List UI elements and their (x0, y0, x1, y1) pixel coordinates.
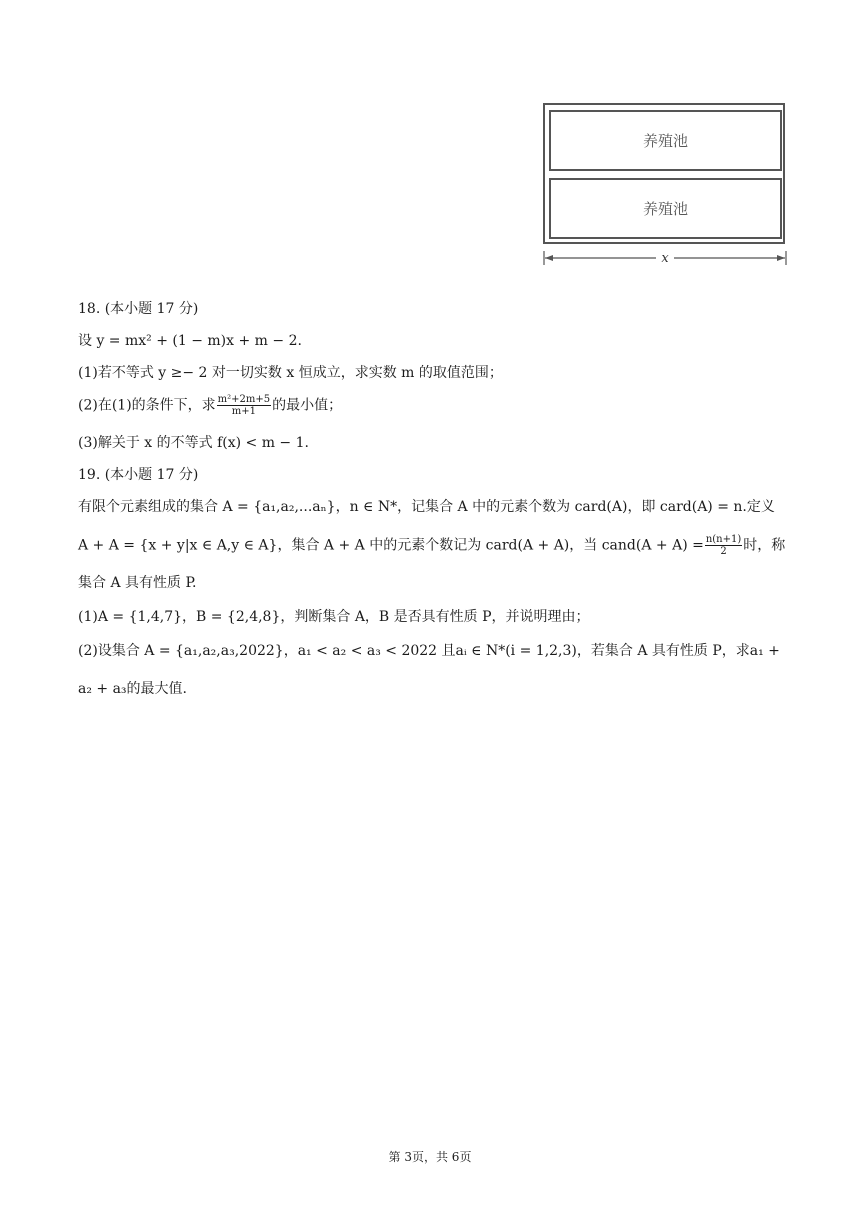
q18-frac-num: m²+2m+5 (217, 394, 271, 405)
q18-line1: 设 y = mx² + (1 − m)x + m − 2. (78, 333, 302, 349)
q18-line3-prefix: (2)在(1)的条件下，求 (78, 397, 216, 414)
q19-line5: (2)设集合 A = {a₁,a₂,a₃,2022}，a₁ < a₂ < a₃ < 2022 且aᵢ ∈ N*(i = 1,2,3)，若集合 A 具有性质 P，求a₁ + (78, 643, 780, 659)
q19-line2-prefix: A + A = {x + y|x ∈ A,y ∈ A}，集合 A + A 中的元素个数记为 card(A + A)，当 cand(A + A) = (78, 537, 704, 554)
q19-line4: (1)A = {1,4,7}，B = {2,4,8}，判断集合 A，B 是否具有性质 P，并说明理由； (78, 609, 590, 625)
q19-line2 (78, 534, 788, 572)
q18-frac-den: m+1 (231, 406, 257, 417)
q19-fraction (705, 534, 742, 557)
pond-diagram (540, 100, 790, 270)
q18-line3 (78, 394, 788, 432)
q18-line4: (3)解关于 x 的不等式 f(x) < m − 1. (78, 435, 309, 451)
pond-box-1 (549, 110, 782, 171)
q18-line3-suffix: 的最小值； (272, 397, 343, 414)
question-content (78, 298, 788, 710)
q18-title: 18. (本小题 17 分) (78, 301, 199, 317)
q19-line1: 有限个元素组成的集合 A = {a₁,a₂,...aₙ}，n ∈ N*，记集合 A 中的元素个数为 card(A)，即 card(A) = n.定义 (78, 499, 775, 515)
pond-label-2: 养殖池 (642, 200, 688, 218)
q19-line3: 集合 A 具有性质 P. (78, 575, 197, 591)
pond-label-1: 养殖池 (642, 132, 688, 150)
q19-frac-num: n(n+1) (705, 534, 742, 545)
q19-line2-suffix: 时，称 (743, 537, 786, 554)
q19-frac-den: 2 (720, 546, 727, 557)
q19-line6: a₂ + a₃的最大值. (78, 681, 187, 697)
q19-title: 19. (本小题 17 分) (78, 467, 199, 483)
q18-line2: (1)若不等式 y ≥− 2 对一切实数 x 恒成立，求实数 m 的取值范围； (78, 365, 503, 381)
pond-box-2 (549, 178, 782, 239)
dimension-line (543, 248, 787, 268)
q18-fraction (217, 394, 271, 417)
page-footer: 第 3页，共 6页 (388, 1150, 472, 1164)
dimension-label: x (661, 251, 669, 266)
